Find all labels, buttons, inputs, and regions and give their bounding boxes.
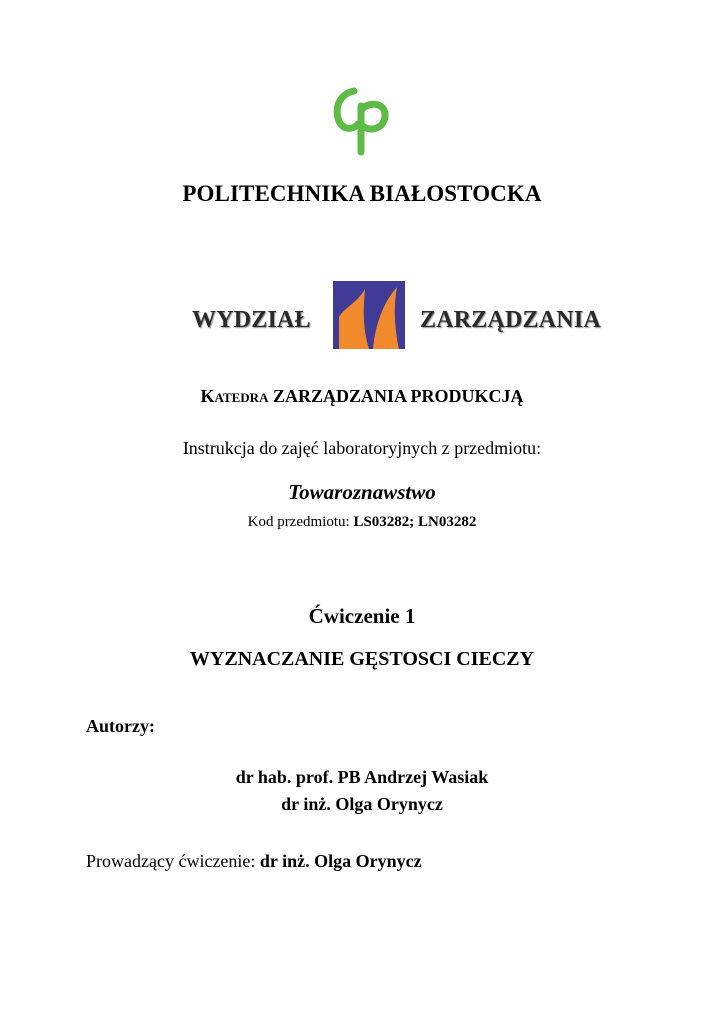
author-name: dr inż. Olga Orynycz bbox=[281, 794, 443, 814]
university-name: POLITECHNIKA BIAŁOSTOCKA bbox=[182, 181, 542, 206]
course-code bbox=[0, 514, 724, 531]
author-name: dr hab. prof. PB Andrzej Wasiak bbox=[235, 767, 489, 787]
instructor-label: Prowadzący ćwiczenie: bbox=[86, 851, 260, 871]
faculty-name-left: WYDZIAŁ bbox=[192, 307, 311, 333]
department-small-caps: ATEDRA bbox=[214, 390, 269, 405]
faculty-logo-icon bbox=[333, 281, 405, 349]
department-name bbox=[0, 386, 724, 407]
faculty-name-right: ZARZĄDZANIA bbox=[420, 307, 601, 333]
subject-title: Towaroznawstwo bbox=[288, 480, 436, 504]
authors-label: Autorzy: bbox=[86, 716, 155, 736]
instruction-line: Instrukcja do zajęć laboratoryjnych z przedmiotu: bbox=[182, 438, 542, 458]
exercise-title: WYZNACZANIE GĘSTOSCI CIECZY bbox=[189, 648, 535, 670]
university-logo-icon bbox=[330, 86, 392, 156]
exercise-number: Ćwiczenie 1 bbox=[308, 604, 416, 628]
course-code-label: Kod przedmiotu: bbox=[247, 514, 354, 530]
course-code-value: LS03282; LN03282 bbox=[353, 514, 477, 530]
instructor-name: dr inż. Olga Orynycz bbox=[259, 851, 422, 871]
instructor-line bbox=[86, 851, 422, 872]
department-first-letter: K bbox=[200, 386, 215, 406]
department-rest: ZARZĄDZANIA PRODUKCJĄ bbox=[268, 386, 524, 406]
